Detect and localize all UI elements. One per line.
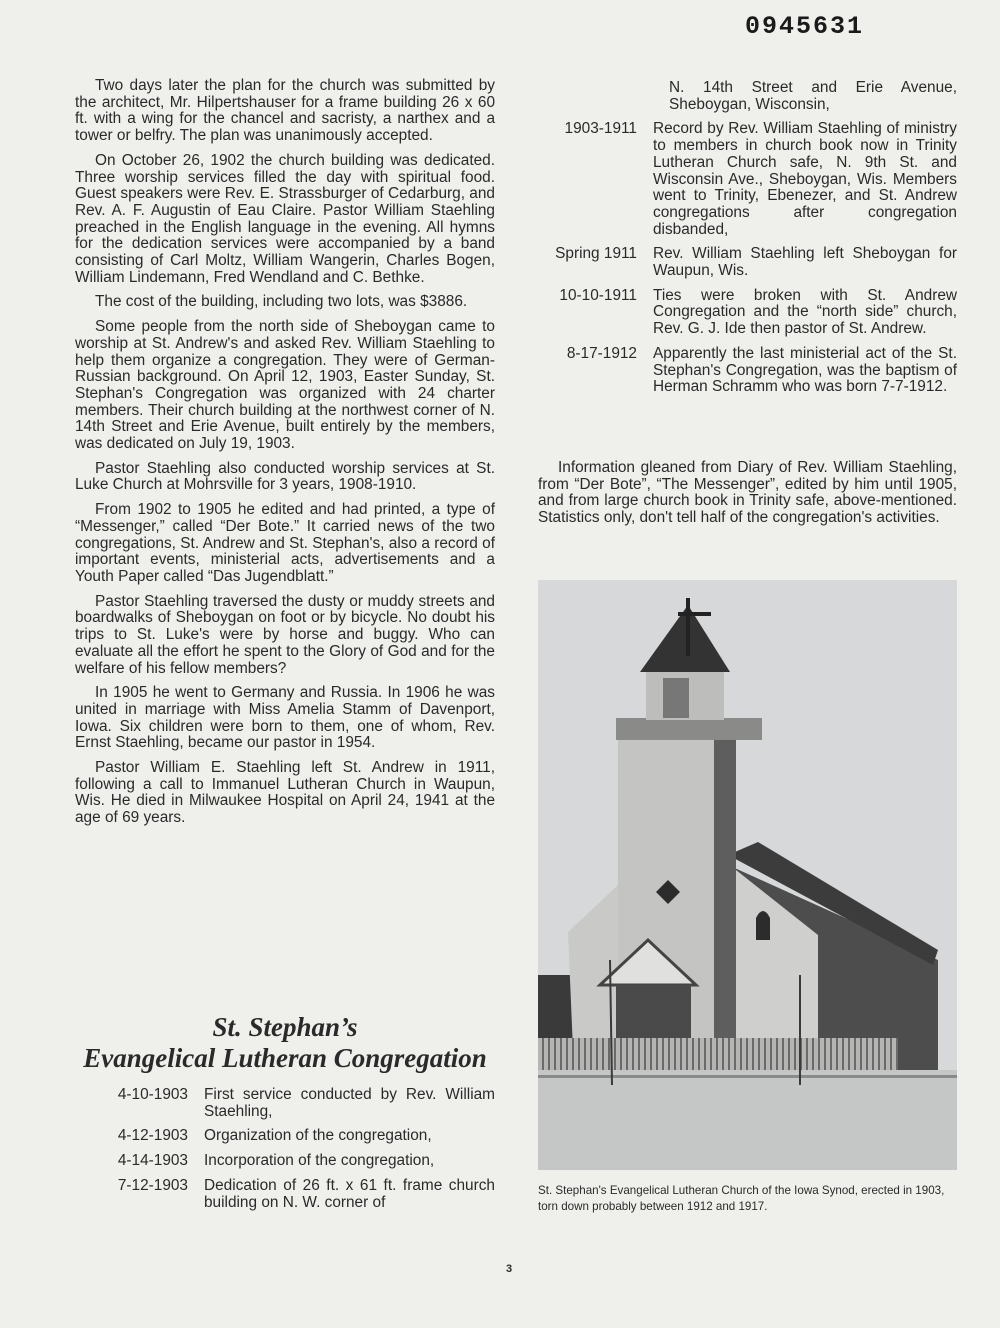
paragraph: In 1905 he went to Germany and Russia. In 1906 he was united in marriage with Miss Amelia Stamm of Davenport, Iowa. Six children were born to them, one of whom, Rev. Ernst Staehling, became our pastor in 1954. — [75, 684, 495, 752]
cross-horizontal — [678, 612, 711, 616]
source-note: Information gleaned from Diary of Rev. William Staehling, from “Der Bote”, “The Messenger”, edited by him until 1905, and from large church book in Trinity safe, above-mentioned. Statistics only, don't tell half of the congregation's activities. — [538, 459, 957, 527]
paragraph: From 1902 to 1905 he edited and had printed, a type of “Messenger,” called “Der Bote.” It carried news of the two congregations, St. Andrew and St. Stephan's, also a record of important events, ministerial acts, advertisements and a Youth Paper called “Das Jugendblatt.” — [75, 501, 495, 585]
timeline-entry — [75, 1087, 495, 1120]
timeline-text: Apparently the last ministerial act of the St. Stephan's Congregation, was the baptism of Herman Schramm who was born 7-7-1912. — [653, 344, 957, 396]
paragraph: Pastor Staehling also conducted worship services at St. Luke Church at Mohrsville for 3 years, 1908-1910. — [75, 459, 495, 494]
timeline-text: Dedication of 26 ft. x 61 ft. frame church building on N. W. corner of — [204, 1176, 495, 1211]
timeline-entry — [75, 1128, 495, 1145]
timeline-left — [75, 1087, 495, 1219]
arched-window — [756, 911, 770, 940]
section-title-line2: Evangelical Lutheran Congregation — [83, 1043, 487, 1073]
page-number: 3 — [506, 1263, 513, 1275]
paragraph: Pastor Staehling traversed the dusty or muddy streets and boardwalks of Sheboygan on foot or by bicycle. No doubt his trips to St. Luke's were by horse and buggy. Who can evaluate all the effort he spent to the Glory of God and for the welfare of his fellow members? — [75, 592, 495, 677]
timeline-date: 4-12-1903 — [117, 1127, 188, 1145]
picket-fence — [538, 1038, 898, 1070]
timeline-date: 4-14-1903 — [117, 1152, 188, 1170]
timeline-text: Incorporation of the congregation, — [204, 1152, 435, 1170]
timeline-text: Rev. William Staehling left Sheboygan for Waupun, Wis. — [653, 245, 957, 280]
church-illustration — [538, 580, 957, 1170]
timeline-date: Spring 1911 — [555, 245, 637, 263]
left-column — [75, 78, 495, 835]
timeline-text: Ties were broken with St. Andrew Congregation and the “north side” church, Rev. G. J. Ide then pastor of St. Andrew. — [653, 286, 957, 338]
cross-vertical — [686, 598, 690, 656]
timeline-entry — [545, 121, 957, 238]
timeline-continuation: N. 14th Street and Erie Avenue, Sheboygan, Wisconsin, — [669, 79, 957, 113]
document-number: 0945631 — [745, 12, 865, 41]
timeline-date: 10-10-1911 — [559, 286, 637, 304]
timeline-date: 1903-1911 — [564, 120, 637, 138]
paragraph: Two days later the plan for the church was submitted by the architect, Mr. Hilpertshauser for a frame building 26 x 60 ft. with a wing for the chancel and sacristy, a narthex and a tower or belfry. The plan was unanimously accepted. — [75, 77, 495, 145]
timeline-text: Organization of the congregation, — [204, 1127, 432, 1145]
porch-entrance — [616, 985, 691, 1045]
timeline-date: 8-17-1912 — [566, 344, 637, 362]
belfry-railing — [616, 718, 762, 740]
timeline-entry — [545, 246, 957, 279]
timeline-text: First service conducted by Rev. William Staehling, — [204, 1086, 495, 1120]
section-title-line1: St. Stephan’s — [212, 1012, 358, 1042]
paragraph: The cost of the building, including two lots, was $3886. — [95, 293, 468, 311]
church-photo — [538, 580, 957, 1170]
timeline-entry — [75, 1153, 495, 1170]
belfry-louver — [663, 678, 689, 718]
timeline-date: 7-12-1903 — [117, 1176, 188, 1194]
timeline-entry — [545, 288, 957, 338]
tower-shadow — [714, 740, 736, 1060]
timeline-entry — [545, 346, 957, 396]
paragraph: Some people from the north side of Sheboygan came to worship at St. Andrew's and asked Rev. William Staehling to help them organize a congregation. They were of German-Russian background. On April 12, 1903, Easter Sunday, St. Stephan's Congregation was organized with 24 charter members. Their church building at the northwest corner of N. 14th Street and Erie Avenue, built entirely by the members, was dedicated on July 19, 1903. — [75, 318, 495, 453]
timeline-date: 4-10-1903 — [117, 1086, 188, 1103]
paragraph: Pastor William E. Staehling left St. Andrew in 1911, following a call to Immanuel Lutheran Church in Waupun, Wis. He died in Milwaukee Hospital on April 24, 1941 at the age of 69 years. — [75, 759, 495, 827]
section-heading — [60, 1012, 510, 1074]
paragraph: On October 26, 1902 the church building was dedicated. Three worship services filled the day with spiritual food. Guest speakers were Rev. E. Strassburger of Cedarburg, and Rev. A. F. Augustin of Eau Claire. Pastor William Staehling preached in the English language in the evening. All hymns for the dedication services were accompanied by a band consisting of Carl Moltz, William Wangerin, Charles Bogen, William Lindemann, Fred Wendland and C. Bethke. — [75, 151, 495, 286]
timeline-right — [545, 80, 957, 404]
timeline-entry — [75, 1178, 495, 1211]
timeline-text: Record by Rev. William Staehling of ministry to members in church book now in Trinity Lutheran Church safe, N. 9th St. and Wisconsin Ave., Sheboygan, Wis. Members went to Trinity, Ebenezer, and St. Andrew congregations after congregation disbanded, — [653, 120, 957, 238]
photo-caption: St. Stephan's Evangelical Lutheran Church of the Iowa Synod, erected in 1903, torn down probably between 1912 and 1917. — [538, 1184, 945, 1213]
ground — [538, 1070, 957, 1170]
